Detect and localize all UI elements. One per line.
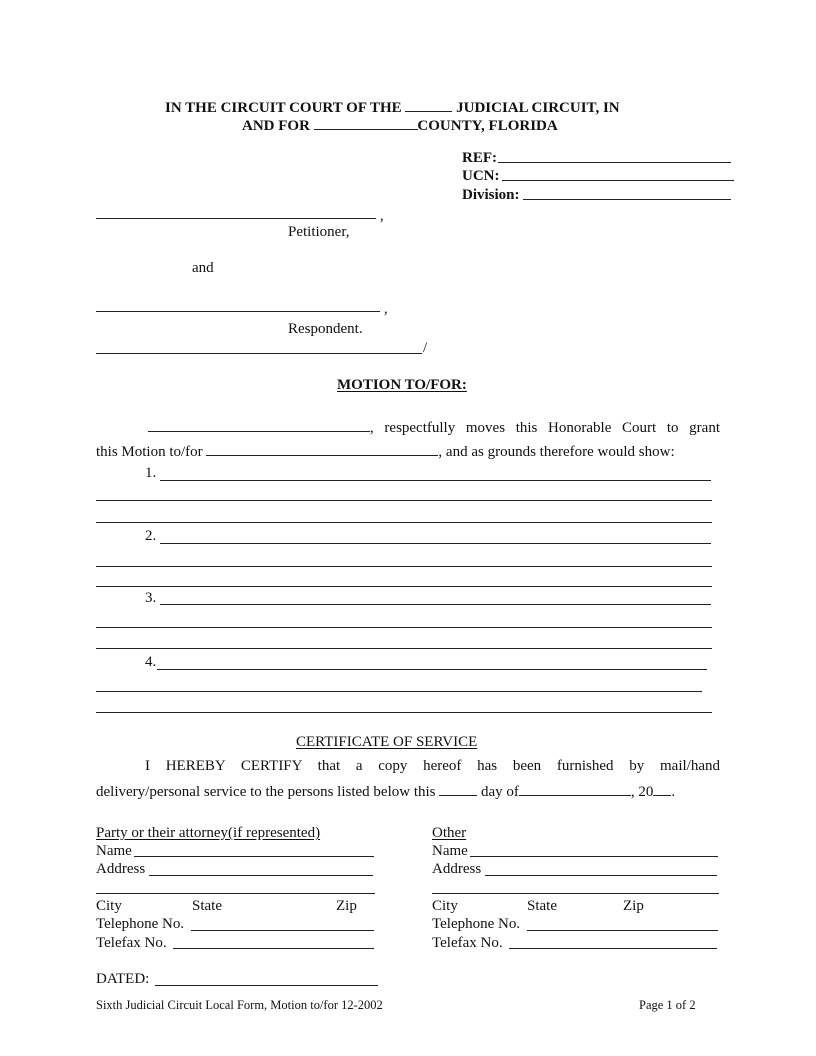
petitioner-name-field[interactable] [96, 218, 376, 219]
left-telephone-label: Telephone No. [96, 916, 185, 932]
ground-number-1: 1. [145, 465, 157, 481]
left-name-label: Name [96, 843, 132, 859]
other-heading: Other [432, 825, 467, 841]
certificate-title: CERTIFICATE OF SERVICE [296, 734, 478, 750]
ground-3-line-2[interactable] [96, 627, 712, 628]
motion-subject-field[interactable] [206, 441, 438, 456]
motion-text: this Motion to/for [96, 444, 203, 460]
ucn-field[interactable] [502, 180, 734, 181]
ground-4-line-1[interactable] [157, 669, 707, 670]
left-name-field[interactable] [134, 856, 374, 857]
left-address-field[interactable] [149, 875, 373, 876]
right-telephone-label: Telephone No. [432, 916, 521, 932]
right-name-field[interactable] [470, 856, 718, 857]
ground-2-line-1[interactable] [160, 543, 711, 544]
service-month-field[interactable] [519, 781, 631, 796]
left-city-label: City [96, 898, 122, 914]
ground-1-line-3[interactable] [96, 522, 712, 523]
ground-3-line-3[interactable] [96, 648, 712, 649]
left-state-label: State [192, 898, 222, 914]
ground-number-3: 3. [145, 590, 157, 606]
judicial-circuit-field[interactable] [405, 97, 452, 112]
caption-end-line [96, 353, 422, 354]
ground-4-line-2[interactable] [96, 691, 702, 692]
motion-text: , and as grounds therefore would show: [438, 444, 675, 460]
left-address-label: Address [96, 861, 146, 877]
service-day-field[interactable] [439, 781, 477, 796]
dated-field[interactable] [155, 985, 378, 986]
ref-label: REF: [462, 150, 497, 166]
certificate-text: , 20 [630, 784, 654, 800]
left-zip-label: Zip [336, 898, 357, 914]
certificate-text: . [671, 784, 676, 800]
ground-4-line-3[interactable] [96, 712, 712, 713]
ground-2-line-2[interactable] [96, 566, 712, 567]
motion-paragraph-line2 [96, 441, 675, 461]
right-name-label: Name [432, 843, 468, 859]
ground-1-line-1[interactable] [160, 480, 711, 481]
respondent-comma: , [384, 301, 388, 317]
and-label: and [192, 260, 214, 276]
header-text: COUNTY, FLORIDA [417, 118, 558, 134]
ucn-label: UCN: [462, 168, 500, 184]
service-year-field[interactable] [653, 781, 671, 796]
right-address-label: Address [432, 861, 482, 877]
right-telefax-field[interactable] [509, 948, 717, 949]
certificate-text: delivery/personal service to the persons listed below this [96, 784, 436, 800]
left-telefax-label: Telefax No. [96, 935, 167, 951]
left-address-line-2[interactable] [96, 893, 375, 894]
motion-paragraph-line1 [148, 417, 720, 437]
right-address-line-2[interactable] [432, 893, 719, 894]
ref-field[interactable] [498, 162, 731, 163]
right-telefax-label: Telefax No. [432, 935, 503, 951]
certificate-line2 [96, 781, 675, 801]
ground-number-4: 4. [145, 654, 157, 670]
motion-text: , respectfully moves this Honorable Court to grant [370, 420, 720, 436]
caption-slash: / [423, 340, 428, 356]
petitioner-comma: , [380, 208, 384, 224]
division-label: Division: [462, 187, 520, 203]
left-telefax-field[interactable] [173, 948, 374, 949]
division-field[interactable] [523, 199, 731, 200]
petitioner-label: Petitioner, [288, 224, 350, 240]
header-text: AND FOR [242, 118, 310, 134]
right-telephone-field[interactable] [527, 930, 718, 931]
respondent-name-field[interactable] [96, 311, 380, 312]
header-text: IN THE CIRCUIT COURT OF THE [165, 100, 402, 116]
right-state-label: State [527, 898, 557, 914]
ground-3-line-1[interactable] [160, 604, 711, 605]
ground-number-2: 2. [145, 528, 157, 544]
right-address-field[interactable] [485, 875, 717, 876]
ground-2-line-3[interactable] [96, 586, 712, 587]
party-attorney-heading: Party or their attorney(if represented) [96, 825, 321, 841]
court-header-line1 [165, 97, 620, 117]
header-text: JUDICIAL CIRCUIT, IN [456, 100, 620, 116]
footer-form-name: Sixth Judicial Circuit Local Form, Motion to/for 12-2002 [96, 998, 383, 1012]
left-telephone-field[interactable] [191, 930, 374, 931]
right-city-label: City [432, 898, 458, 914]
respondent-label: Respondent. [288, 321, 363, 337]
footer-page-number: Page 1 of 2 [639, 998, 696, 1012]
certificate-text: day of [481, 784, 519, 800]
certificate-text: I HEREBY CERTIFY that a copy hereof has been furnished by mail/hand [145, 758, 720, 774]
ground-1-line-2[interactable] [96, 500, 712, 501]
court-header-line2 [242, 115, 558, 135]
certificate-line1 [145, 757, 720, 775]
county-field[interactable] [314, 115, 418, 130]
motion-title: MOTION TO/FOR: [337, 377, 467, 393]
movant-name-field[interactable] [148, 417, 370, 432]
dated-label: DATED: [96, 971, 150, 987]
right-zip-label: Zip [623, 898, 644, 914]
